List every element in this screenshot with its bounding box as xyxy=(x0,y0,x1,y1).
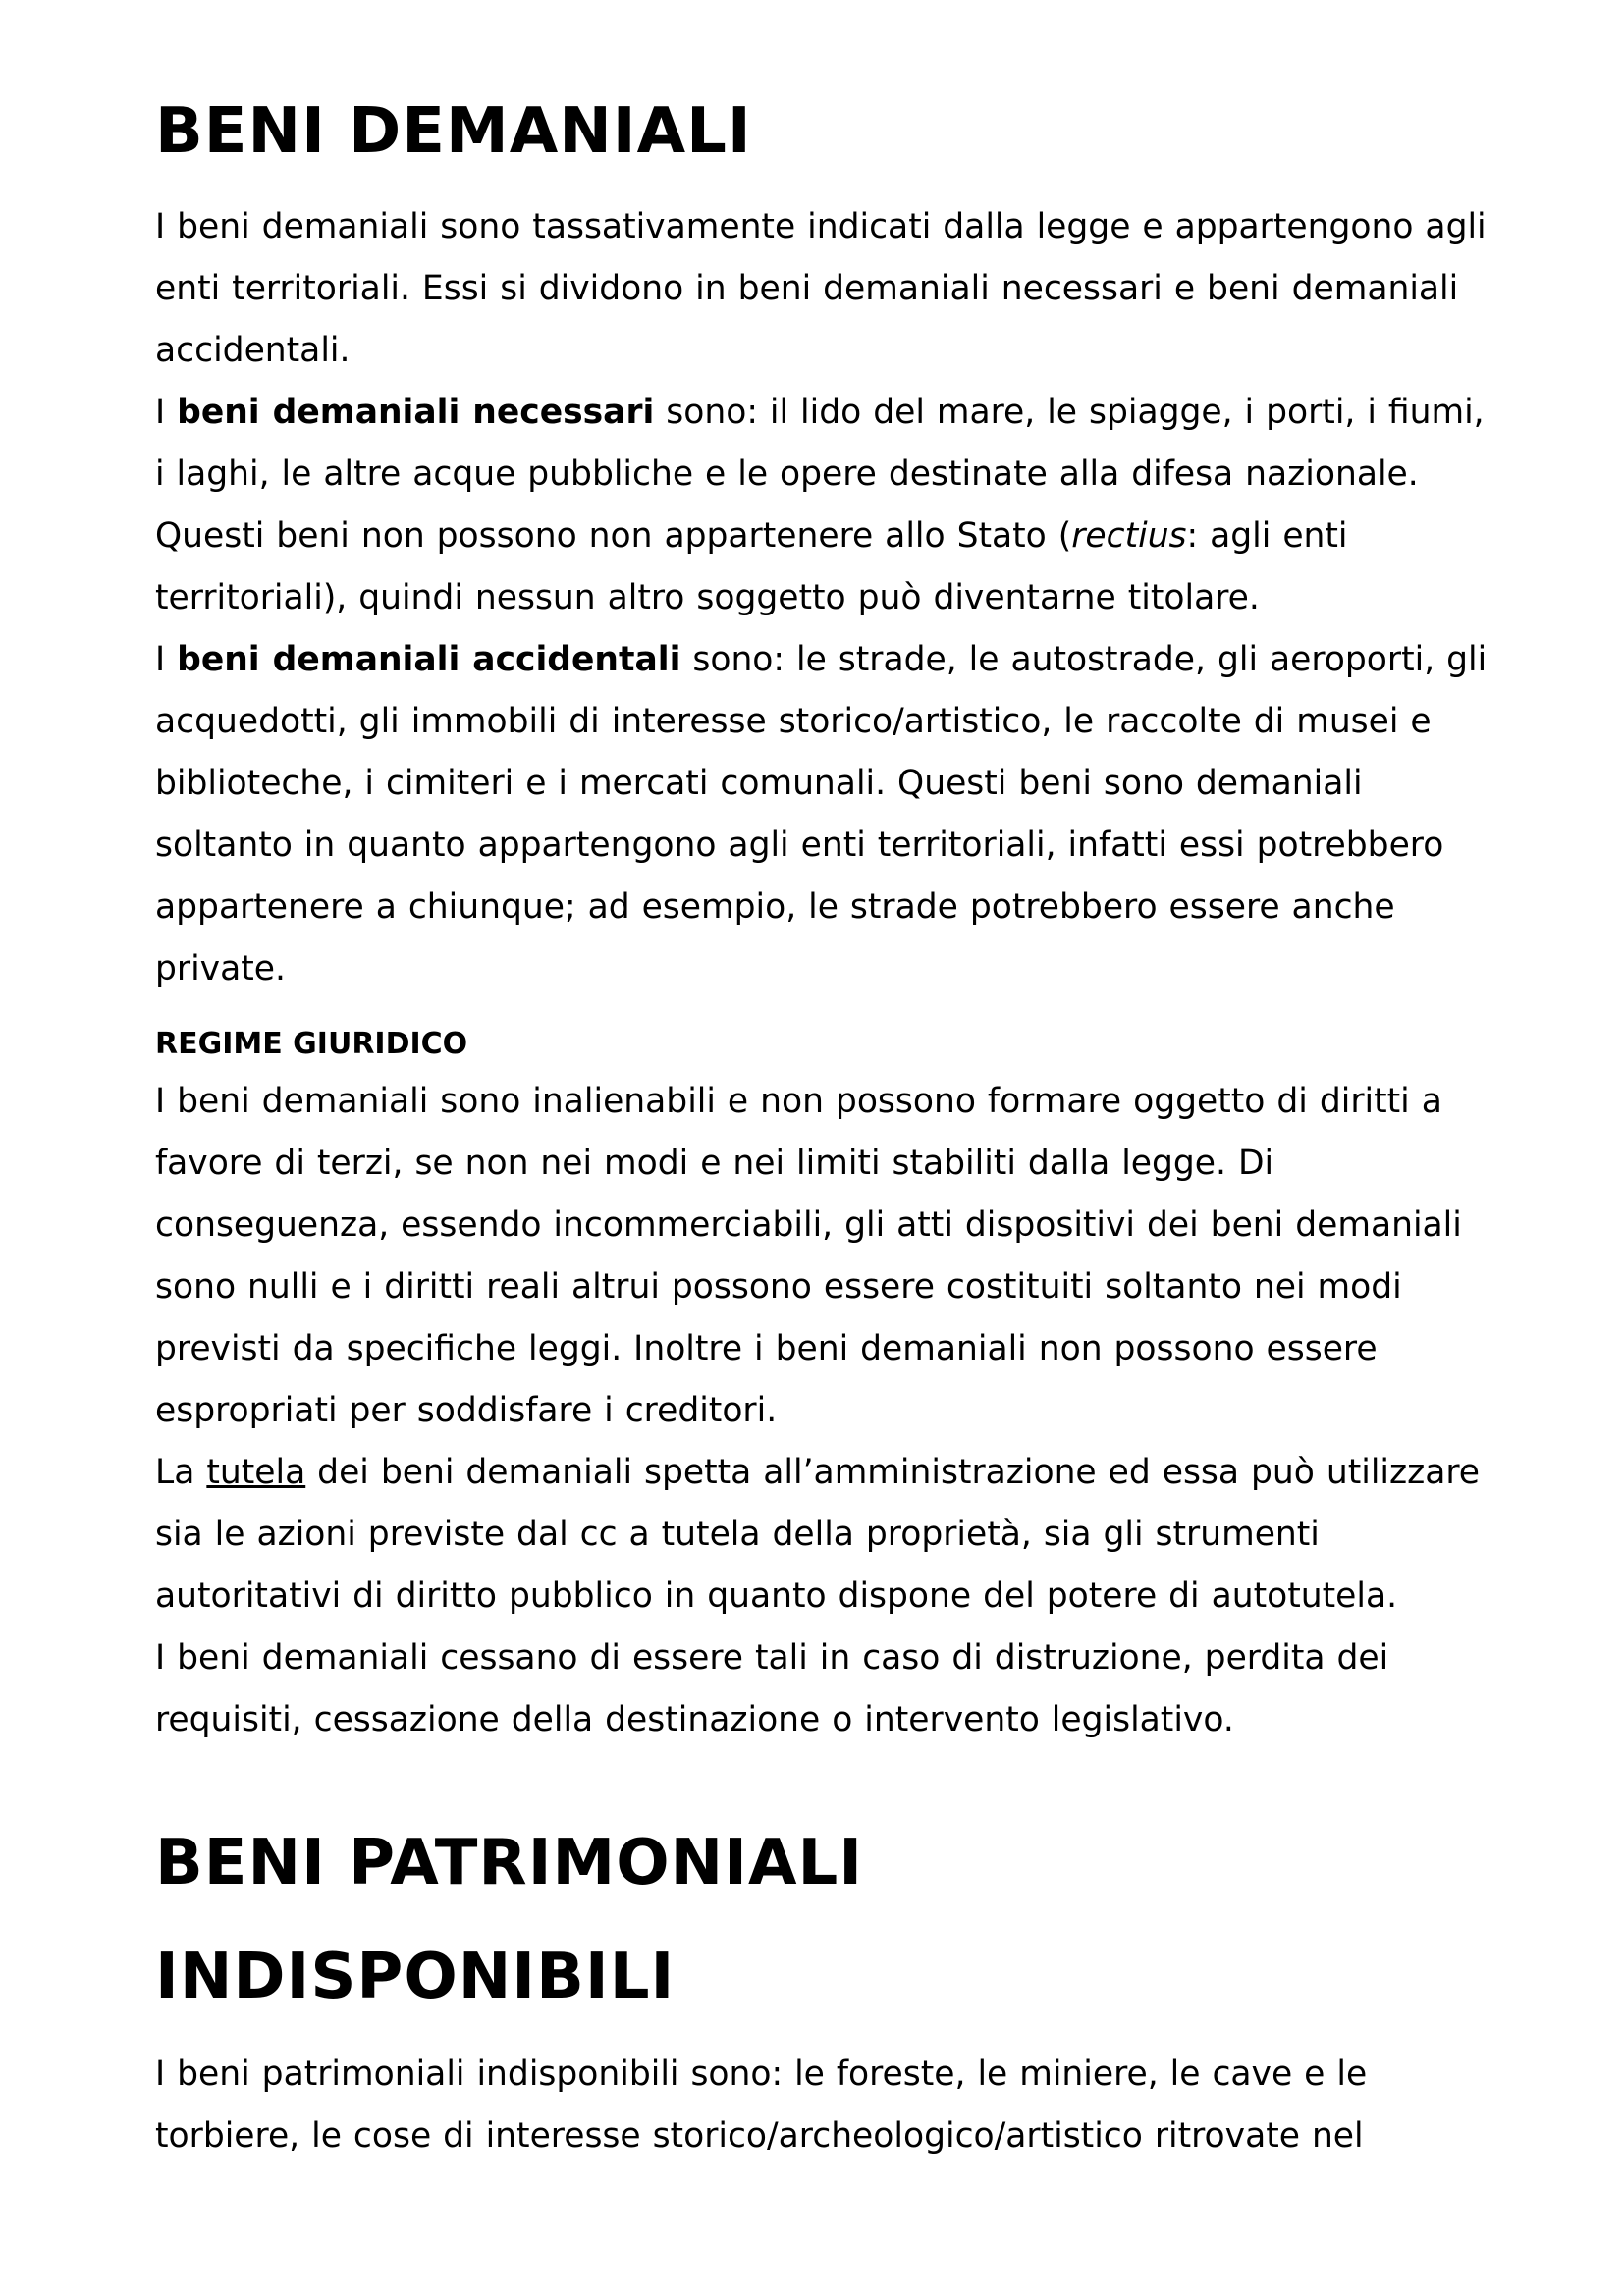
text-fragment: sono: il lido del mare, le spiagge, i porti, i fiumi, i laghi, le altre acque pubbliche e le opere destinate alla difesa nazionale. Questi beni non possono non appartenere allo Stato ( xyxy=(155,393,1485,556)
paragraph-regime: I beni demaniali sono inalienabili e non possono formare oggetto di diritti a favore di terzi, se non nei modi e nei limiti stabiliti dalla legge. Di conseguenza, essendo incommerciabili, gli atti dispositivi dei beni demaniali sono nulli e i diritti reali altrui possono essere costituiti soltanto nei modi previsti da specifiche leggi. Inoltre i beni demaniali non possono essere espropriati per soddisfare i creditori. xyxy=(155,1082,1462,1430)
section-title-beni-patrimoniali xyxy=(155,1816,1490,2044)
text-fragment: dei beni demaniali spetta all’amministrazione ed essa può utilizzare sia le azioni previste dal cc a tutela della proprietà, sia gli strumenti autoritativi di diritto pubblico in quanto dispone del potere di autotutela. xyxy=(155,1453,1480,1616)
text-fragment: La xyxy=(155,1453,207,1492)
paragraph-cessazione: I beni demaniali cessano di essere tali in caso di distruzione, perdita dei requisiti, cessazione della destinazione o intervento legislativo. xyxy=(155,1638,1389,1739)
subheading-regime-giuridico: REGIME GIURIDICO xyxy=(155,1027,468,1061)
bold-term-accidentali: beni demaniali accidentali xyxy=(177,640,681,679)
section-title-beni-demaniali: BENI DEMANIALI xyxy=(155,95,752,168)
document-page xyxy=(155,84,1490,2167)
paragraph-tutela xyxy=(155,1442,1490,1628)
bold-term-necessari: beni demaniali necessari xyxy=(177,393,655,432)
title-line-2: INDISPONIBILI xyxy=(155,1941,676,2013)
text-fragment: I xyxy=(155,393,178,432)
italic-term-rectius: rectius xyxy=(1071,516,1187,556)
title-line-1: BENI PATRIMONIALI xyxy=(155,1827,864,1899)
paragraph-intro: I beni demaniali sono tassativamente indicati dalla legge e appartengono agli enti territoriali. Essi si dividono in beni demaniali necessari e beni demaniali accidentali. xyxy=(155,207,1487,370)
paragraph-indisponibili: I beni patrimoniali indisponibili sono: le foreste, le miniere, le cave e le torbiere, le cose di interesse storico/archeologico/artistico ritrovate nel xyxy=(155,2055,1368,2156)
underlined-term-tutela: tutela xyxy=(206,1453,306,1492)
paragraph-accidentali xyxy=(155,629,1490,1000)
text-fragment: I xyxy=(155,640,178,679)
text-fragment: : agli enti territoriali), quindi nessun altro soggetto può diventarne titolare. xyxy=(155,516,1348,617)
text-fragment: sono: le strade, le autostrade, gli aeroporti, gli acquedotti, gli immobili di interesse storico/artistico, le raccolte di musei e biblioteche, i cimiteri e i mercati comunali. Questi beni sono demaniali soltanto in quanto appartengono agli enti territoriali, infatti essi potrebbero appartenere a chiunque; ad esempio, le strade potrebbero essere anche private. xyxy=(155,640,1488,988)
paragraph-necessari xyxy=(155,382,1490,629)
